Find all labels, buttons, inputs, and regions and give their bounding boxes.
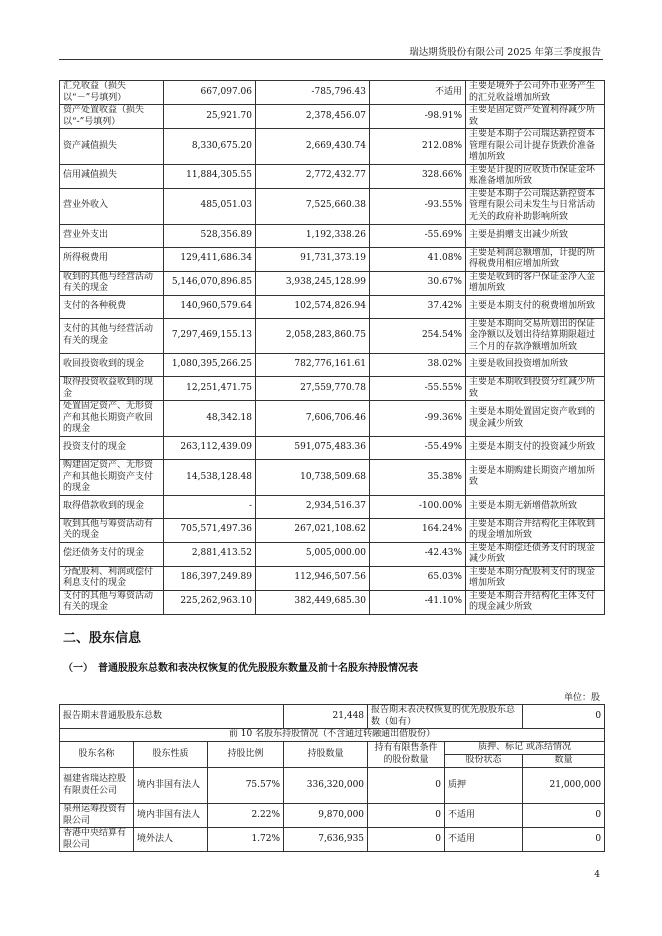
row-prior-value: 2,772,432.77 [256,164,370,188]
preferred-holders-value: 0 [523,705,605,729]
row-prior-value: -785,796.43 [256,81,370,105]
holder-qty: 7,636,935 [284,828,368,852]
table-row [60,271,605,295]
holder-pledge-amount: 0 [523,804,605,828]
row-change-rate: 328.66% [370,164,466,188]
table-row [60,295,605,318]
row-prior-value: 2,669,430.74 [256,129,370,165]
row-item: 偿还债务支付的现金 [60,542,164,566]
row-reason: 主要是计提的应收货币保证金坏账准备增加所致 [466,164,605,188]
row-reason: 主要是本期分配股利支付的现金增加所致 [466,566,605,590]
row-item: 支付的其他与筹资活动有关的现金 [60,590,164,614]
row-prior-value: 267,021,108.62 [256,518,370,542]
row-current-value: 8,330,675.20 [164,129,256,165]
row-change-rate: -98.91% [370,105,466,129]
row-current-value: 12,251,471.75 [164,377,256,401]
report-header-title: 瑞达期货股份有限公司 2025 年第三季度报告 [409,47,601,58]
row-current-value: 25,921.70 [164,105,256,129]
row-current-value: 528,356.89 [164,224,256,247]
total-holders-label: 报告期末普通股股东总数 [60,705,284,729]
holder-qty: 9,870,000 [284,804,368,828]
row-item: 所得税费用 [60,247,164,271]
row-change-rate: -100.00% [370,495,466,518]
holder-name: 香港中央结算有限公司 [60,828,134,852]
table-row [60,224,605,247]
col-restricted-header: 持有有限售条件的股份数量 [368,742,445,768]
holders-header-row [60,742,605,755]
row-prior-value: 102,574,826.94 [256,295,370,318]
holder-pledge-status: 不适用 [445,828,523,852]
col-ratio-header: 持股比例 [208,742,284,768]
table-row [60,401,605,437]
row-prior-value: 3,938,245,128.99 [256,271,370,295]
row-current-value: 225,262,963.10 [164,590,256,614]
top10-caption-row [60,729,605,742]
table-row [60,542,605,566]
table-row [60,566,605,590]
row-reason: 主要是固定资产处置利得减少所致 [466,105,605,129]
holders-summary-row [60,705,605,729]
row-item: 支付的其他与经营活动有关的现金 [60,318,164,354]
row-reason: 主要是本期子公司瑞达新控资本管理有限公司未发生与日常活动无关的政府补助影响所致 [466,188,605,224]
header-rule [59,59,603,60]
holder-ratio: 75.57% [208,768,284,804]
col-status-header: 股份状态 [445,755,523,768]
row-change-rate: 212.08% [370,129,466,165]
row-current-value: 186,397,249.89 [164,566,256,590]
row-reason: 主要是本期合并结构化主体支付的现金减少所致 [466,590,605,614]
section-title: 二、股东信息 [63,631,142,646]
row-current-value: 48,342.18 [164,401,256,437]
row-reason: 主要是捐赠支出减少所致 [466,224,605,247]
row-prior-value: 112,946,507.56 [256,566,370,590]
row-reason: 主要是本期处置固定资产收到的现金减少所致 [466,401,605,437]
row-reason: 主要是本期偿还债务支付的现金减少所致 [466,542,605,566]
row-change-rate: -55.69% [370,224,466,247]
holder-name: 泉州运筹投资有限公司 [60,804,134,828]
row-prior-value: 782,776,161.61 [256,354,370,377]
row-item: 投资支付的现金 [60,437,164,460]
row-prior-value: 1,192,338.26 [256,224,370,247]
row-reason: 主要是本期支付的税费增加所致 [466,295,605,318]
row-reason: 主要是本期无新增借款所致 [466,495,605,518]
table-row [60,81,605,105]
row-change-rate: 不适用 [370,81,466,105]
table-row [60,188,605,224]
row-reason: 主要是本期收到投资分红减少所致 [466,377,605,401]
row-change-rate: 164.24% [370,518,466,542]
row-current-value: 5,146,070,896.85 [164,271,256,295]
row-item: 收到的其他与经营活动有关的现金 [60,271,164,295]
row-reason: 主要是本期合并结构化主体收到的现金增加所致 [466,518,605,542]
row-item: 资产减值损失 [60,129,164,165]
row-current-value: 11,884,305.55 [164,164,256,188]
preferred-holders-label: 报告期末表决权恢复的优先股股东总数（如有） [368,705,523,729]
table-row [60,129,605,165]
holder-restricted: 0 [368,804,445,828]
row-current-value: 7,297,469,155.13 [164,318,256,354]
row-item: 营业外支出 [60,224,164,247]
shareholders-table [59,704,605,852]
row-prior-value: 91,731,373.19 [256,247,370,271]
row-prior-value: 5,005,000.00 [256,542,370,566]
holder-pledge-status: 不适用 [445,804,523,828]
holder-qty: 336,320,000 [284,768,368,804]
row-change-rate: -55.49% [370,437,466,460]
holder-restricted: 0 [368,828,445,852]
row-prior-value: 27,559,770.78 [256,377,370,401]
row-reason: 主要是本期购建长期资产增加所致 [466,460,605,496]
holder-nature: 境外法人 [134,828,208,852]
row-current-value: 14,538,128.48 [164,460,256,496]
row-change-rate: -99.36% [370,401,466,437]
row-current-value: 140,960,579.64 [164,295,256,318]
row-change-rate: -55.55% [370,377,466,401]
row-current-value: 263,112,439.09 [164,437,256,460]
row-current-value: 1,080,395,266.25 [164,354,256,377]
row-item: 取得借款收到的现金 [60,495,164,518]
table-row [60,354,605,377]
table-row [60,590,605,614]
top10-caption: 前 10 名股东持股情况（不含通过转融通出借股份） [60,729,605,742]
col-pledge-header: 质押、标记 或冻结情况 [445,742,605,755]
row-reason: 主要是收到的客户保证金净入金增加所致 [466,271,605,295]
row-reason: 主要是收回投资增加所致 [466,354,605,377]
holder-restricted: 0 [368,768,445,804]
row-item: 资产处置收益（损失以“-”号填列） [60,105,164,129]
holder-ratio: 1.72% [208,828,284,852]
row-reason: 主要是本期支付的投资减少所致 [466,437,605,460]
col-name-header: 股东名称 [60,742,134,768]
col-nature-header: 股东性质 [134,742,208,768]
holder-pledge-amount: 21,000,000 [523,768,605,804]
table-row [60,804,605,828]
holder-nature: 境内非国有法人 [134,804,208,828]
row-item: 汇兑收益（损失以“－”号填列） [60,81,164,105]
row-item: 支付的各种税费 [60,295,164,318]
row-change-rate: 254.54% [370,318,466,354]
row-item: 收到其他与筹资活动有关的现金 [60,518,164,542]
table-row [60,377,605,401]
row-item: 分配股利、利润或偿付利息支付的现金 [60,566,164,590]
unit-label: 单位：股 [563,693,600,703]
row-item: 营业外收入 [60,188,164,224]
col-qty-header: 持股数量 [284,742,368,768]
holder-pledge-status: 质押 [445,768,523,804]
row-item: 购建固定资产、无形资产和其他长期资产支付的现金 [60,460,164,496]
row-reason: 主要是利润总额增加，计提的所得税费用相应增加所致 [466,247,605,271]
col-amount-header: 数量 [523,755,605,768]
row-change-rate: 30.67% [370,271,466,295]
row-change-rate: 65.03% [370,566,466,590]
changes-table [59,80,605,615]
holder-ratio: 2.22% [208,804,284,828]
table-row [60,247,605,271]
row-change-rate: 35.38% [370,460,466,496]
row-current-value: 2,881,413.52 [164,542,256,566]
table-row [60,164,605,188]
row-prior-value: 382,449,685.30 [256,590,370,614]
row-change-rate: 37.42% [370,295,466,318]
total-holders-value: 21,448 [284,705,368,729]
table-row [60,518,605,542]
row-change-rate: -93.55% [370,188,466,224]
table-row [60,460,605,496]
table-row [60,318,605,354]
row-current-value: - [164,495,256,518]
row-change-rate: -42.43% [370,542,466,566]
row-change-rate: -41.10% [370,590,466,614]
row-prior-value: 2,058,283,860.75 [256,318,370,354]
row-reason: 主要是境外子公司外币业务产生的汇兑收益增加所致 [466,81,605,105]
row-prior-value: 7,525,660.38 [256,188,370,224]
row-reason: 主要是本期向交易所划出的保证金净额以及划出待结算期限超过三个月的存款净额增加所致 [466,318,605,354]
table-row [60,828,605,852]
row-prior-value: 591,075,483.36 [256,437,370,460]
section-subtitle: （一） 普通股股东总数和表决权恢复的优先股股东数量及前十名股东持股情况表 [63,663,418,674]
row-item: 收回投资收到的现金 [60,354,164,377]
page-number: 4 [594,870,600,880]
table-row [60,495,605,518]
row-item: 处置固定资产、无形资产和其他长期资产收回的现金 [60,401,164,437]
row-prior-value: 7,606,706.46 [256,401,370,437]
row-current-value: 485,051.03 [164,188,256,224]
row-reason: 主要是本期子公司瑞达新控资本管理有限公司计提存货跌价准备增加所致 [466,129,605,165]
table-row [60,437,605,460]
holder-pledge-amount: 0 [523,828,605,852]
row-change-rate: 41.08% [370,247,466,271]
row-current-value: 705,571,497.36 [164,518,256,542]
row-item: 信用减值损失 [60,164,164,188]
row-change-rate: 38.02% [370,354,466,377]
holder-nature: 境内非国有法人 [134,768,208,804]
row-current-value: 129,411,686.34 [164,247,256,271]
row-prior-value: 2,934,516.37 [256,495,370,518]
row-prior-value: 10,738,509.68 [256,460,370,496]
row-item: 取得投资收益收到的现金 [60,377,164,401]
table-row [60,105,605,129]
row-current-value: 667,097.06 [164,81,256,105]
table-row [60,768,605,804]
row-prior-value: 2,378,456.07 [256,105,370,129]
holder-name: 福建省瑞达控股有限责任公司 [60,768,134,804]
